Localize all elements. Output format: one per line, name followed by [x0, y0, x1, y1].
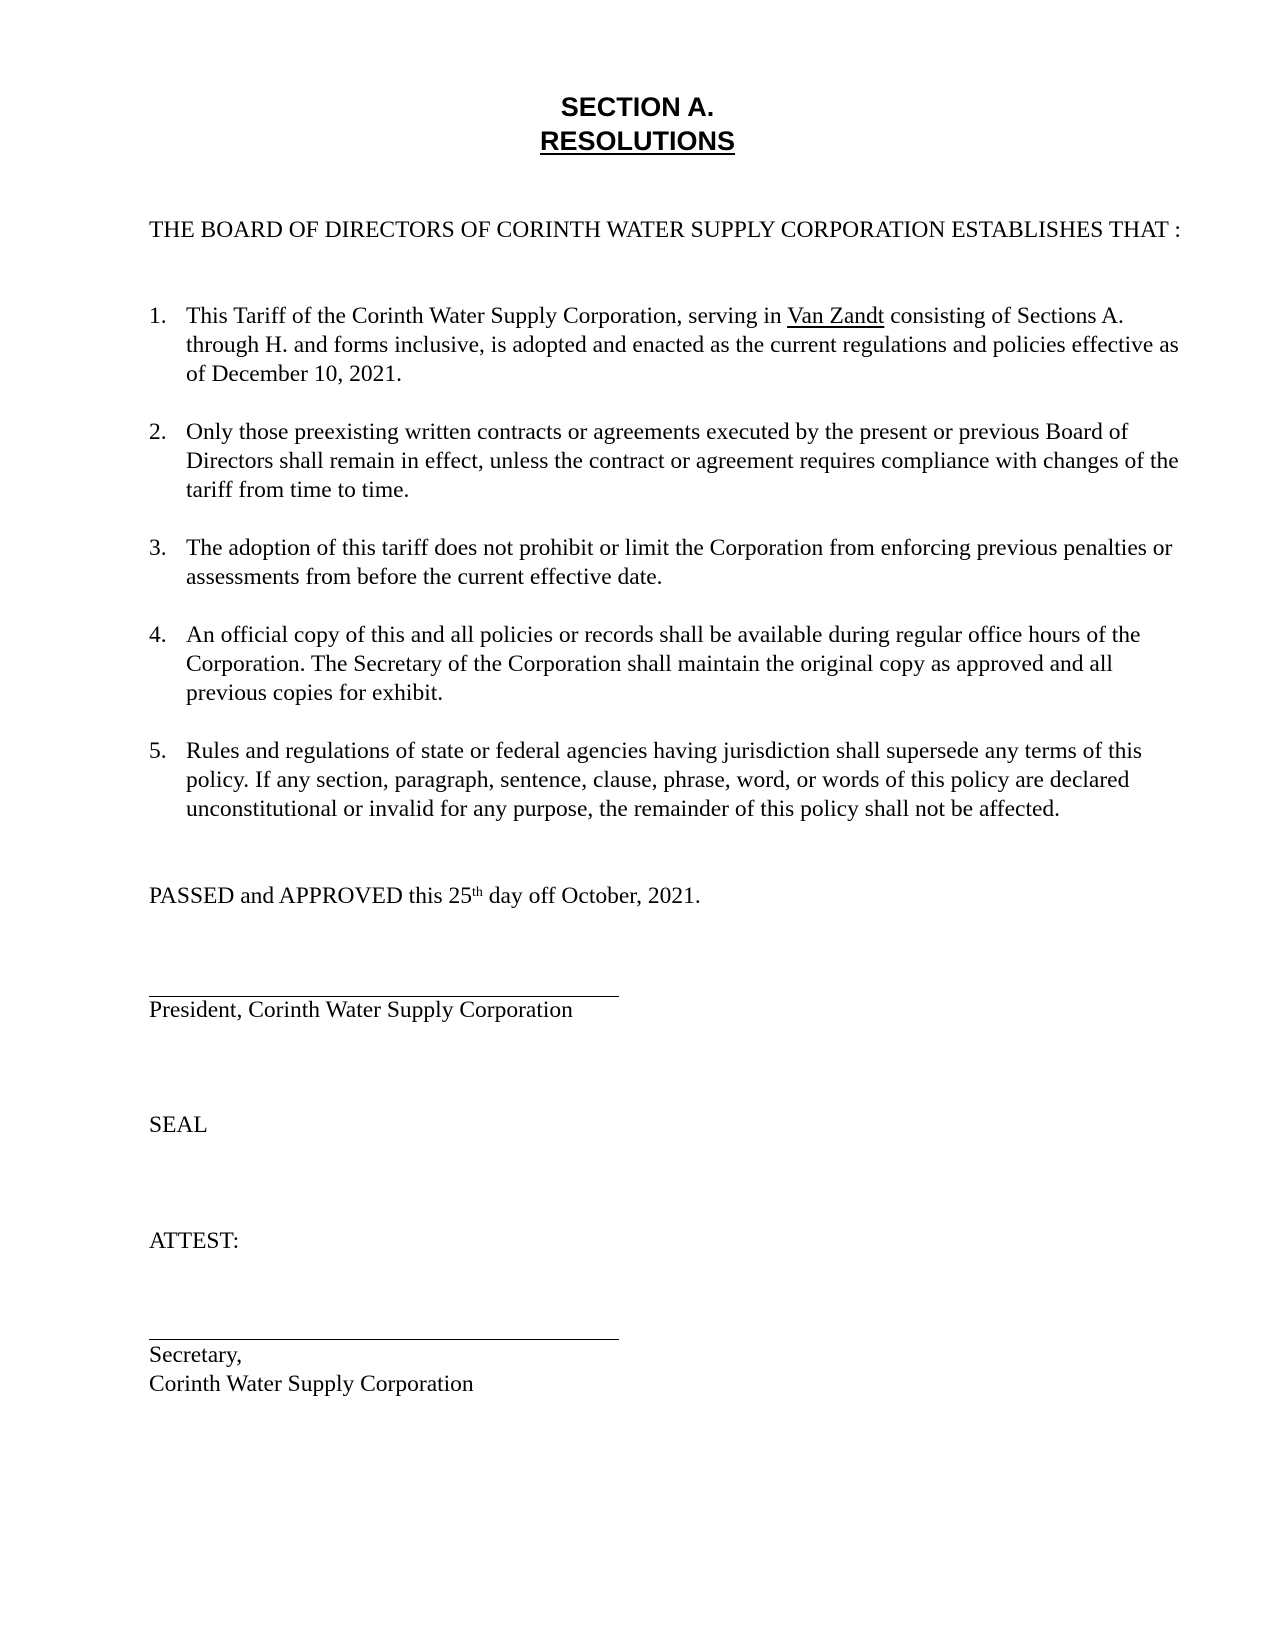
item-text: The adoption of this tariff does not prohibit or limit the Corporation from enforcing previous penalties or assessments from before the current effective date. — [186, 535, 1173, 590]
item-text: Only those preexisting written contracts or agreements executed by the present or previous Board of Directors shall remain in effect, unless the contract or agreement requires compliance with changes of the tariff from time to time. — [186, 419, 1179, 503]
president-label: President, Corinth Water Supply Corporation — [149, 997, 573, 1023]
passed-approved-line — [149, 882, 701, 911]
passed-text-pre: PASSED and APPROVED this 25 — [149, 883, 472, 909]
resolution-item-4 — [149, 621, 1194, 708]
resolution-item-1 — [149, 302, 1194, 389]
county-name: Van Zandt — [787, 303, 885, 329]
seal-label: SEAL — [149, 1112, 208, 1138]
secretary-signature-line — [149, 1339, 619, 1340]
section-title: RESOLUTIONS — [539, 126, 735, 156]
item-text: Rules and regulations of state or federal agencies having jurisdiction shall supersede any terms of this policy. If any section, paragraph, sentence, clause, phrase, word, or words of this policy are declared unconstitutional or invalid for any purpose, the remainder of this policy shall not be affected. — [186, 738, 1143, 822]
item-text-post: consisting of Sections A. through H. and forms inclusive, is adopted and enacted as the current regulations and policies effective as of December 10, 2021. — [186, 303, 1179, 387]
item-text-pre: This Tariff of the Corinth Water Supply Corporation, serving in — [186, 303, 788, 329]
item-number: 2. — [149, 419, 167, 445]
resolution-item-3 — [149, 534, 1194, 592]
item-number: 4. — [149, 622, 167, 648]
item-number: 3. — [149, 535, 167, 561]
ordinal-suffix: th — [472, 885, 483, 900]
secretary-label: Secretary, — [149, 1342, 243, 1368]
passed-text-post: day off October, 2021. — [482, 883, 701, 909]
section-heading: SECTION A. — [560, 92, 715, 122]
item-number: 5. — [149, 738, 167, 764]
resolution-item-2 — [149, 418, 1194, 505]
item-number: 1. — [149, 303, 167, 329]
resolution-list — [149, 302, 1194, 853]
attest-label: ATTEST: — [149, 1228, 240, 1254]
secretary-org-label: Corinth Water Supply Corporation — [149, 1371, 474, 1397]
resolution-item-5 — [149, 737, 1194, 824]
intro-text: THE BOARD OF DIRECTORS OF CORINTH WATER SUPPLY CORPORATION ESTABLISHES THAT : — [149, 217, 1181, 243]
item-text: An official copy of this and all policies or records shall be available during regular office hours of the Corporation. The Secretary of the Corporation shall maintain the original copy as approved and all previous copies for exhibit. — [186, 622, 1141, 706]
